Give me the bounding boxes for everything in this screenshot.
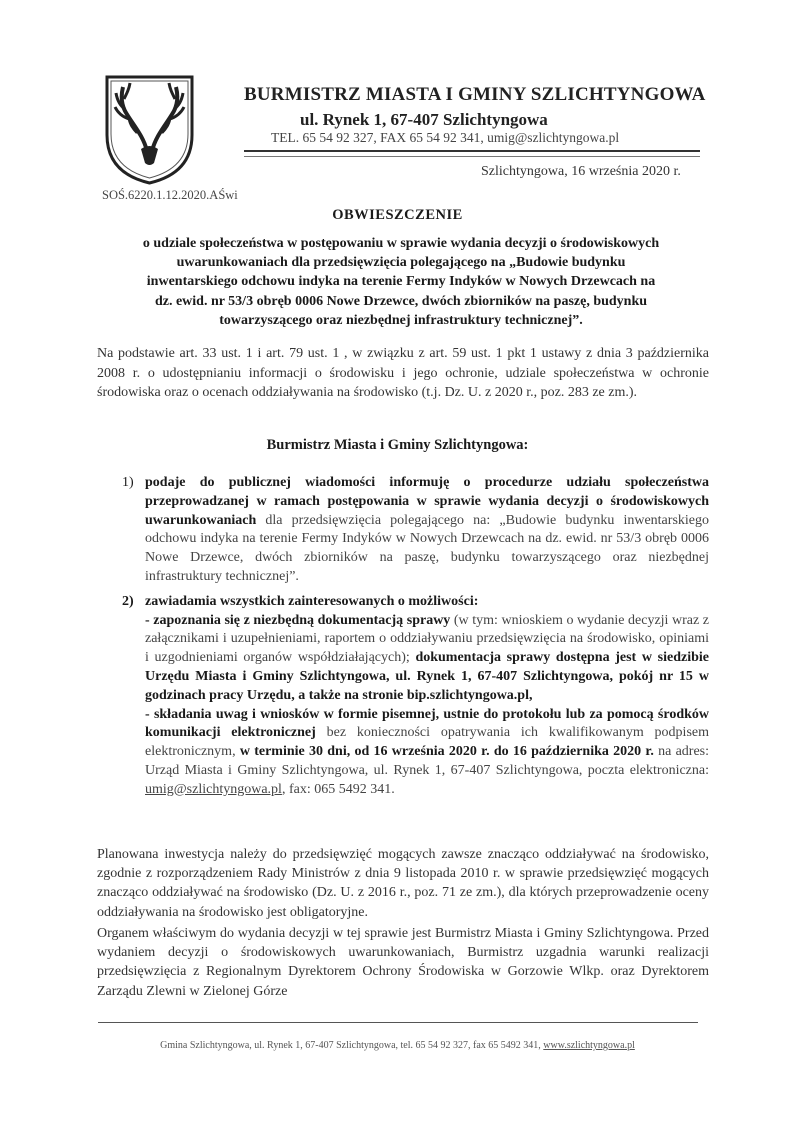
list-item-number: 1) — [122, 475, 134, 490]
item-lead-text: zawiadamia wszystkich zainteresowanych o możliwości: — [145, 593, 479, 609]
footer-website-link[interactable]: www.szlichtyngowa.pl — [543, 1040, 635, 1051]
subject-line: uwarunkowaniach dla przedsięwzięcia polegającego na „Budowie budynku — [176, 255, 626, 271]
list-item — [97, 593, 709, 800]
subject-line: towarzyszącego oraz niezbędnej infrastruktury technicznej”. — [219, 312, 583, 328]
subject-line: o udziale społeczeństwa w postępowaniu w sprawie wydania decyzji o środowiskowych — [142, 236, 660, 251]
footer — [0, 1040, 795, 1051]
header-address: ul. Rynek 1, 67-407 Szlichtyngowa — [300, 110, 548, 129]
notice-subject — [96, 234, 706, 330]
item-text: (w tym: wnioskiem o wydanie decyzji wraz z załącznikami i uzupełnieniami, raportem o oddziaływaniu przedsięwzięcia na środowisko, opiniami i uzgodnieniami organów współdziałających); — [145, 612, 709, 666]
subject-line: inwentarskiego odchowu indyka na terenie Fermy Indyków w Nowych Drzewcach na — [146, 274, 656, 290]
header-divider — [244, 150, 700, 157]
list-item — [97, 474, 709, 587]
notice-title: OBWIESZCZENIE — [332, 207, 463, 223]
place-date: Szlichtyngowa, 16 września 2020 r. — [481, 164, 681, 179]
item-text: , fax: 065 5492 341. — [281, 781, 395, 797]
item-bold-text: dokumentacja sprawy dostępna jest w siedzibie Urzędu Miasta i Gminy Szlichtyngowa, ul. Rynek 1, 67-407 Szlichtyngowa, pokój nr 15 w godzinach pracy Urzędu, a także na stronie bip.szlichtyngowa.pl, — [145, 650, 709, 703]
footer-text: Gmina Szlichtyngowa, ul. Rynek 1, 67-407 Szlichtyngowa, tel. 65 54 92 327, fax 65 5492 341, — [160, 1040, 544, 1051]
list-item-number: 2) — [122, 593, 134, 609]
header-title: BURMISTRZ MIASTA I GMINY SZLICHTYNGOWA — [244, 84, 706, 105]
item-sub-point — [145, 706, 709, 800]
item-text: na adres: Urząd Miasta i Gminy Szlichtyngowa, ul. Rynek 1, 67-407 Szlichtyngowa, poczta elektroniczna: — [145, 744, 709, 778]
antlers-shield-icon — [103, 73, 196, 186]
item-text: dla przedsięwzięcia polegającego na: „Budowie budynku inwentarskiego odchowu indyka na terenie Fermy Indyków w Nowych Drzewcach na dz. ewid. nr 53/3 obręb 0006 Nowe Drzewce, dwóch zbiorników na paszę, budynku towarzyszącego oraz niezbędnej infrastruktury technicznej”. — [145, 512, 709, 584]
authority-heading: Burmistrz Miasta i Gminy Szlichtyngowa: — [266, 437, 529, 453]
body-paragraph: Organem właściwym do wydania decyzji w tej sprawie jest Burmistrz Miasta i Gminy Szlichtyngowa. Przed wydaniem decyzji o środowiskowych uwarunkowaniach, Burmistrz uzgadnia warunki realizacji przedsięwzięcia z Regionalnym Dyrektorem Ochrony Środowiska w Gorzowie Wlkp. oraz Dyrektorem Zarządu Zlewni w Zielonej Górze — [97, 926, 709, 999]
item-bold-text: - zapoznania się z niezbędną dokumentacją sprawy — [145, 612, 451, 628]
item-sub-point — [145, 612, 709, 706]
item-bold-text: w terminie 30 dni, od 16 września 2020 r. do 16 października 2020 r. — [239, 744, 654, 760]
body-paragraph: Planowana inwestycja należy do przedsięwzięć mogących zawsze znacząco oddziaływać na środowisko, zgodnie z rozporządzeniem Rady Ministrów z dnia 9 listopada 2010 r. w sprawie przedsięwzięć mogących znacząco oddziaływać na środowisko (Dz. U. z 2016 r., poz. 71 ze zm.), dla których przeprowadzenie oceny oddziaływania na środowisko jest obligatoryjne. — [97, 847, 709, 920]
header-contact: TEL. 65 54 92 327, FAX 65 54 92 341, umig@szlichtyngowa.pl — [271, 130, 620, 145]
subject-line: dz. ewid. nr 53/3 obręb 0006 Nowe Drzewce, dwóch zbiorników na paszę, budynku — [154, 293, 648, 309]
item-text: bez konieczności opatrywania ich kwalifikowanym podpisem elektronicznym, — [145, 725, 709, 760]
item-bold-text: - składania uwag i wniosków w formie pisemnej, ustnie do protokołu lub za pomocą środków komunikacji elektronicznej — [145, 706, 709, 741]
legal-basis-paragraph: Na podstawie art. 33 ust. 1 i art. 79 ust. 1 , w związku z art. 59 ust. 1 pkt 1 ustawy z dnia 3 października 2008 r. o udostępnianiu informacji o środowisku i jego ochronie, udziale społeczeństwa w ochronie środowiska oraz o ocenach oddziaływania na środowisko (t.j. Dz. U. z 2020 r., poz. 283 ze zm.). — [97, 346, 709, 400]
email-link[interactable]: umig@szlichtyngowa.pl — [145, 781, 282, 797]
footer-divider — [98, 1022, 698, 1023]
decision-list — [97, 474, 709, 800]
reference-number: SOŚ.6220.1.12.2020.AŚwi — [102, 188, 238, 202]
item-bold-text: podaje do publicznej wiadomości informuję o procedurze udziału społeczeństwa przeprowadzanej w ramach postępowania w sprawie wydania decyzji o środowiskowych uwarunkowaniach — [145, 475, 709, 528]
